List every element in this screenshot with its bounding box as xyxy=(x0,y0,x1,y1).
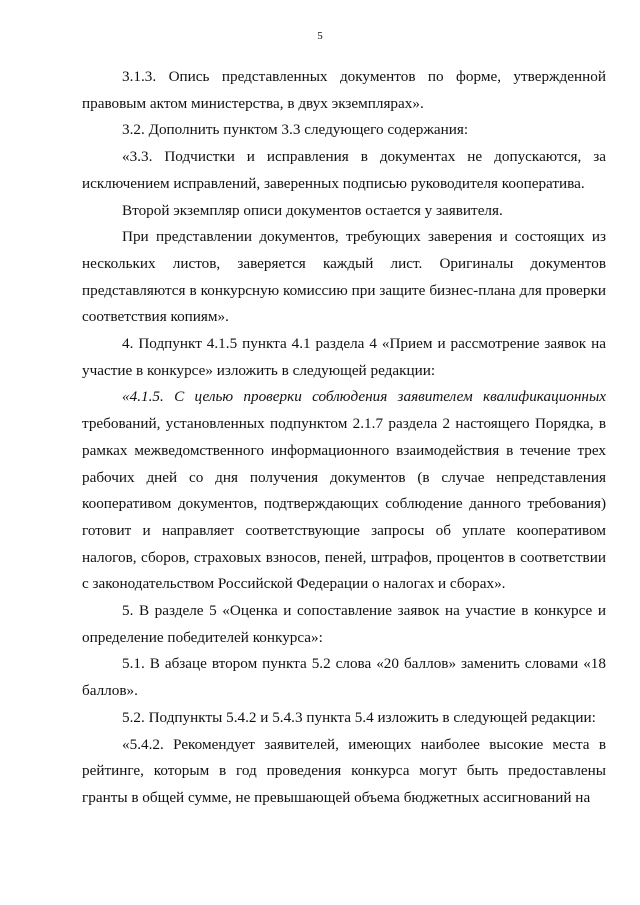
paragraph-4-1-5-rest: требований, установленных подпунктом 2.1.7 раздела 2 настоящего Порядка, в рамках межведомственного информационного взаимодействия в течение трех рабочих дней со дня получения документов (в случае непредставления кооперативом документов, подтверждающих соблюдение данного требования) готовит и направляет соответствующие запросы об уплате кооперативом налогов, сборов, страховых взносов, пеней, штрафов, процентов в соответствии с законодательством Российской Федерации о налогах и сборах». xyxy=(82,415,606,593)
paragraph-3-2: 3.2. Дополнить пунктом 3.3 следующего содержания: xyxy=(122,121,469,139)
paragraph-3-1-3: 3.1.3. Опись представленных документов по форме, утвержденной правовым актом министерства, в двух экземплярах». xyxy=(82,68,606,112)
paragraph-certification: При представлении документов, требующих заверения и состоящих из нескольких листов, заверяется каждый лист. Оригиналы документов представляются в конкурсную комиссию при защите бизнес-плана для проверки соответствия копиям». xyxy=(82,228,606,326)
paragraph-5-4-2: «5.4.2. Рекомендует заявителей, имеющих наиболее высокие места в рейтинге, которым в год проведения конкурса могут быть предоставлены гранты в общей сумме, не превышающей объема бюджетных ассигнований на xyxy=(82,735,606,806)
paragraph-4: 4. Подпункт 4.1.5 пункта 4.1 раздела 4 «Прием и рассмотрение заявок на участие в конкурсе» изложить в следующей редакции: xyxy=(82,335,606,379)
paragraph-3-3: «3.3. Подчистки и исправления в документах не допускаются, за исключением исправлений, заверенных подписью руководителя кооператива. xyxy=(82,148,606,192)
paragraph-second-copy: Второй экземпляр описи документов остается у заявителя. xyxy=(122,201,503,219)
paragraph-4-1-5 xyxy=(82,384,606,598)
paragraph-5-1: 5.1. В абзаце втором пункта 5.2 слова «20 баллов» заменить словами «18 баллов». xyxy=(82,655,606,700)
paragraph-5: 5. В разделе 5 «Оценка и сопоставление заявок на участие в конкурсе и определение победителей конкурса»: xyxy=(82,602,606,646)
document-body xyxy=(82,64,606,812)
paragraph-4-1-5-italic: «4.1.5. С целью проверки соблюдения заявителем квалификационных xyxy=(122,388,606,406)
page-number: 5 xyxy=(317,30,323,42)
paragraph-5-2: 5.2. Подпункты 5.4.2 и 5.4.3 пункта 5.4 изложить в следующей редакции: xyxy=(122,708,596,726)
